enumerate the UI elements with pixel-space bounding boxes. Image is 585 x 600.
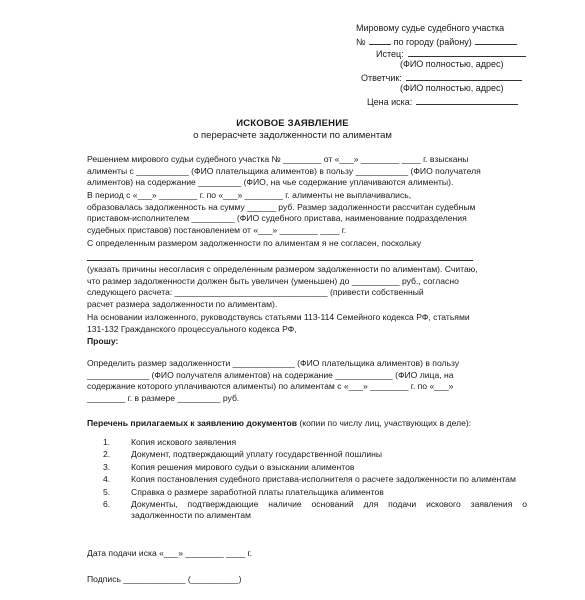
text-line: 131-132 Гражданского процессуального кодекса РФ,: [87, 323, 297, 334]
text-line: Решением мирового судьи судебного участка № ________ от «___» ________ ____ г. взысканы: [87, 154, 469, 164]
item-text: Документы, подтверждающие наличие оснований для подачи искового заявления о задолженности по алиментам: [131, 499, 527, 521]
paragraph-decision: [87, 154, 515, 189]
title-sub: о перерасчете задолженности по алиментам: [193, 130, 392, 141]
list-item: [103, 474, 527, 485]
defendant-hint-text: (ФИО полностью, адрес): [400, 83, 504, 93]
text-line: образовалась задолженность на сумму ______ руб. Размер задолженности рассчитан судебным: [87, 201, 476, 212]
text-line: На основании изложенного, руководствуясь статьями 113-114 Семейного кодекса РФ, статьями: [87, 312, 470, 322]
document-title: [0, 118, 585, 142]
text-line: судебных приставов) постановлением от «___» ________ ____ г.: [87, 224, 347, 235]
paragraph-arrears: [87, 190, 515, 236]
number-sign: №: [356, 37, 366, 47]
title-main: ИСКОВОЕ ЗАЯВЛЕНИЕ: [236, 118, 349, 129]
text-line: алименты с ___________ (ФИО плательщика алиментов) в пользу ___________ (ФИО получателя: [87, 165, 481, 176]
claim-price-line: [367, 95, 585, 108]
defendant-hint: [400, 83, 585, 94]
text-line: _____________ (ФИО получателя алиментов) на содержание ____________ (ФИО лица, на: [87, 369, 454, 380]
city-district-text: по городу (району): [393, 37, 472, 47]
item-number: 3.: [103, 461, 111, 472]
list-item: [103, 499, 527, 522]
item-number: 4.: [103, 474, 111, 485]
signature-line: Подпись _____________ (__________): [87, 574, 242, 584]
list-item: [103, 449, 527, 460]
plaintiff-label: Истец:: [376, 49, 404, 59]
defendant-label: Ответчик:: [361, 73, 402, 83]
text-line: расчет размера задолженности по алиментам).: [87, 298, 278, 309]
text-line: (указать причины несогласия с определенным размером задолженности по алиментам). Считаю,: [87, 264, 478, 274]
item-number: 6.: [103, 499, 111, 510]
text-line: следующего расчета: ________________________________ (привести собственный: [87, 287, 424, 298]
addressee-line: [356, 23, 576, 34]
item-number: 1.: [103, 437, 111, 447]
text-line: ________ г. в размере _________ руб.: [87, 392, 240, 403]
paragraph-legal-basis: [87, 312, 515, 335]
list-item: [103, 461, 527, 473]
request-heading: Прошу:: [87, 336, 119, 346]
text-line: что размер задолженности должен быть увеличен (уменьшен) до __________ руб., согласно: [87, 275, 459, 286]
attachments-heading: [87, 418, 515, 430]
attachments-heading-bold: Перечень прилагаемых к заявлению документов: [87, 418, 298, 428]
filing-date-line: Дата подачи иска «___» ________ ____ г.: [87, 548, 253, 558]
item-text: Документ, подтверждающий уплату государственной пошлины: [131, 449, 383, 460]
list-item: [103, 486, 527, 498]
text-line: алиментов) на содержание _________ (ФИО, на чье содержание уплачиваются алименты).: [87, 177, 454, 188]
addressee-text: Мировому судье судебного участка: [356, 23, 505, 33]
attachments-list: [103, 437, 527, 523]
text-line: Определить размер задолженности _____________ (ФИО плательщика алиментов) в пользу: [87, 358, 460, 368]
claim-price-label: Цена иска:: [367, 97, 413, 107]
text-line: С определенным размером задолженности по алиментам я не согласен, поскольку: [87, 238, 422, 248]
plaintiff-hint: [400, 59, 585, 70]
item-text: Копия постановления судебного пристава-исполнителя о расчете задолженности по алиментам: [131, 474, 516, 485]
text-line: В период с «___» ________ г. по «___» ________ г. алименты не выплачивались,: [87, 190, 412, 200]
text-line: приставом-исполнителем _________ (ФИО судебного пристава, наименование подразделения: [87, 213, 467, 224]
attachments-heading-rest: (копии по числу лиц, участвующих в деле):: [297, 418, 472, 428]
item-text: Справка о размере заработной платы плательщика алиментов: [131, 486, 384, 497]
list-item: [103, 437, 527, 448]
plaintiff-hint-text: (ФИО полностью, адрес): [400, 59, 504, 69]
text-line: содержание которого уплачиваются алименты) по алиментам с «___» ________ г. по «___»: [87, 381, 454, 392]
item-number: 5.: [103, 486, 111, 497]
item-text: Копия искового заявления: [131, 437, 237, 447]
paragraph-request: [87, 358, 515, 404]
item-text: Копия решения мирового судьи о взыскании алиментов: [131, 461, 355, 472]
item-number: 2.: [103, 449, 111, 460]
blank-line: [87, 260, 473, 261]
paragraph-calculation: [87, 264, 515, 310]
paragraph-disagreement: [87, 238, 515, 250]
